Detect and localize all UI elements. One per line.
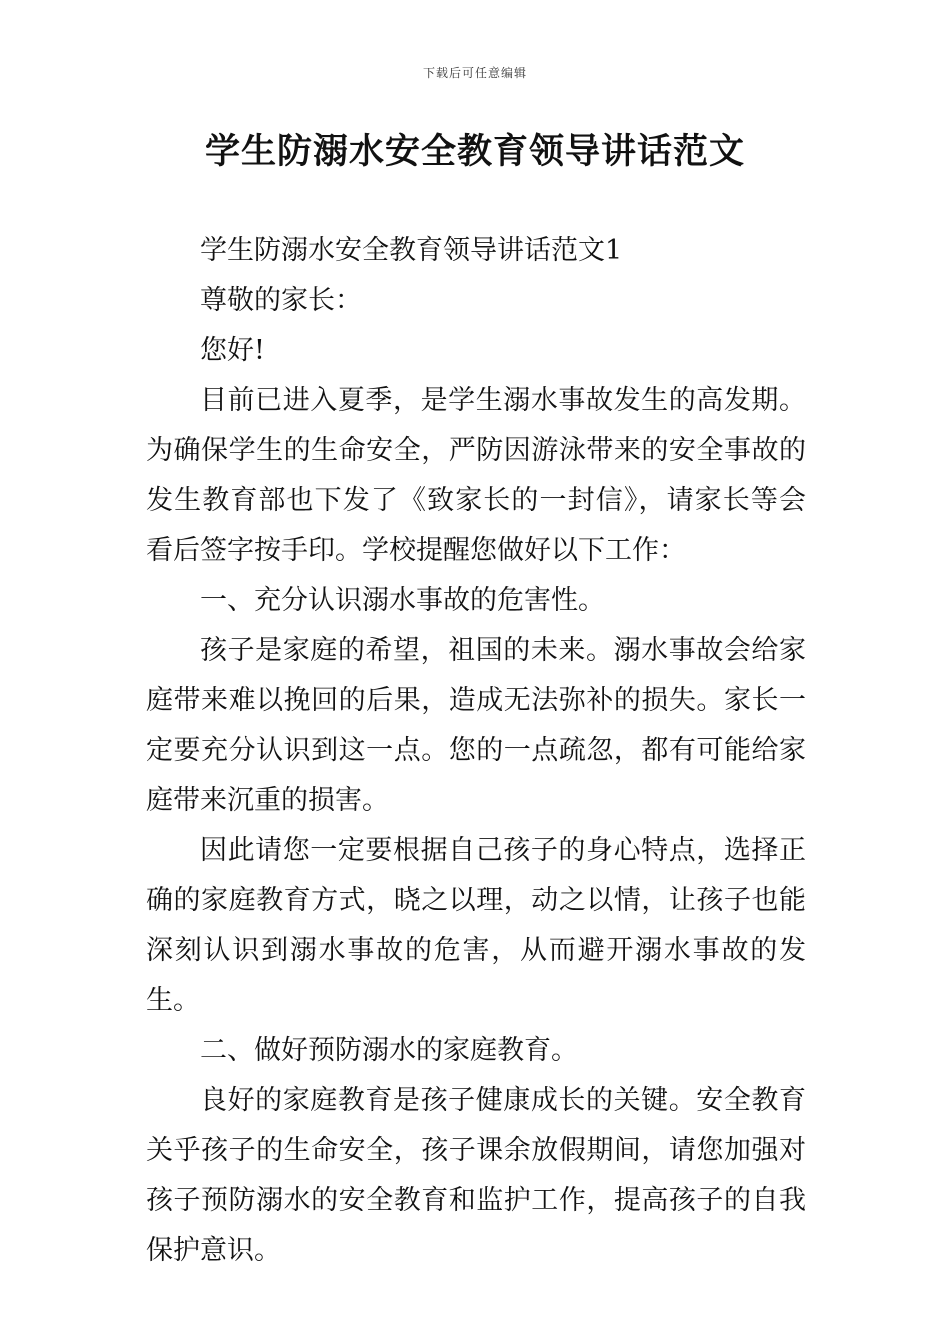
paragraph-section-2a: 良好的家庭教育是孩子健康成长的关键。安全教育关乎孩子的生命安全，孩子课余放假期间，请您加强对孩子预防溺水的安全教育和监护工作，提高孩子的自我保护意识。 bbox=[146, 1085, 806, 1266]
paragraph-salutation: 尊敬的家长： bbox=[200, 285, 362, 316]
paragraph-section-1a: 孩子是家庭的希望，祖国的未来。溺水事故会给家庭带来难以挽回的后果，造成无法弥补的损失。家长一定要充分认识到这一点。您的一点疏忽，都有可能给家庭带来沉重的损害。 bbox=[146, 635, 806, 816]
section-heading-2: 二、做好预防溺水的家庭教育。 bbox=[200, 1035, 578, 1066]
section-heading-1: 一、充分认识溺水事故的危害性。 bbox=[200, 585, 605, 616]
paragraph-subtitle: 学生防溺水安全教育领导讲话范文1 bbox=[200, 235, 623, 266]
header-note: 下载后可任意编辑 bbox=[422, 66, 527, 80]
paragraph-greeting: 您好! bbox=[200, 335, 265, 366]
paragraph-section-1b: 因此请您一定要根据自己孩子的身心特点，选择正确的家庭教育方式，晓之以理，动之以情，让孩子也能深刻认识到溺水事故的危害，从而避开溺水事故的发生。 bbox=[146, 835, 806, 1016]
document-body bbox=[146, 226, 806, 1276]
paragraph-intro: 目前已进入夏季，是学生溺水事故发生的高发期。为确保学生的生命安全，严防因游泳带来的安全事故的发生教育部也下发了《致家长的一封信》，请家长等会看后签字按手印。学校提醒您做好以下工作： bbox=[146, 385, 806, 566]
document-title: 学生防溺水安全教育领导讲话范文 bbox=[204, 132, 745, 172]
